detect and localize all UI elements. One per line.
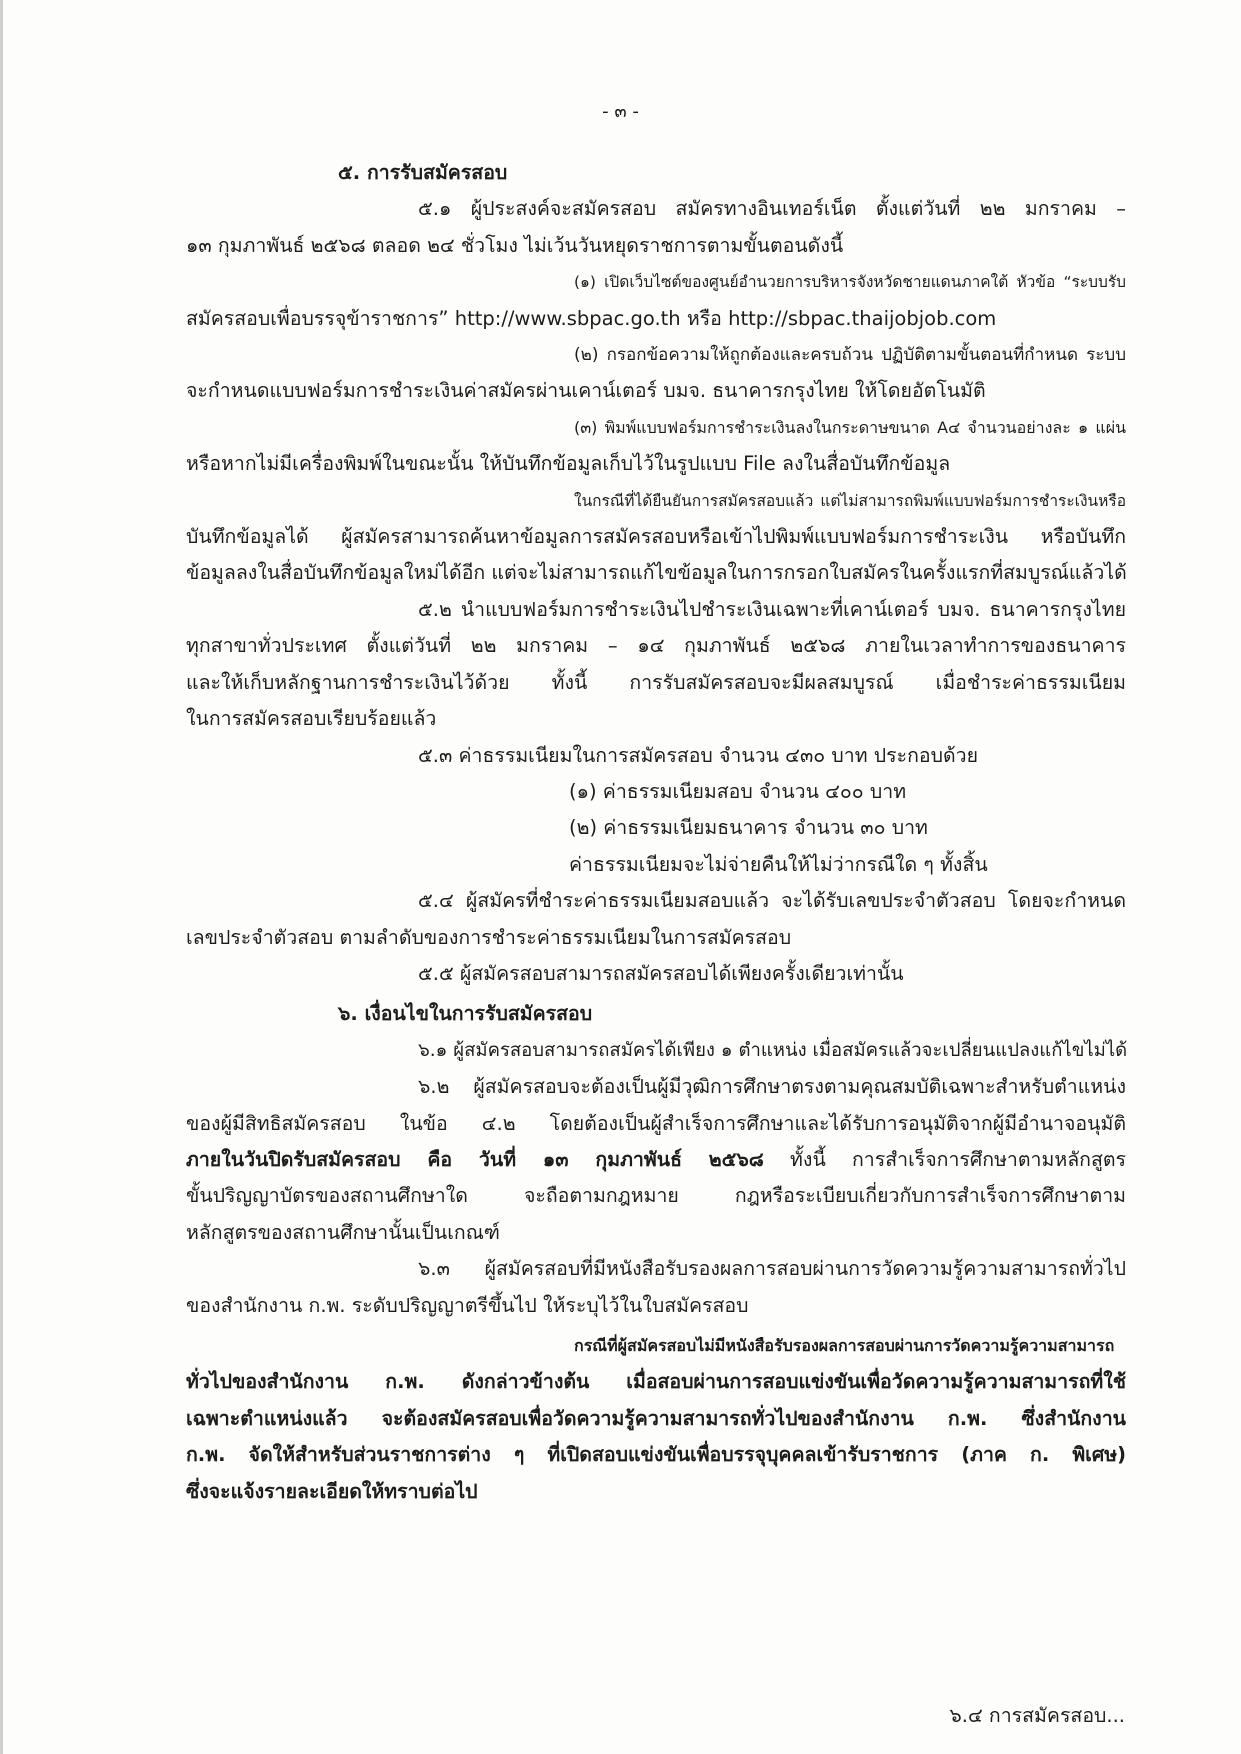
- fee-item-1: (๑) ค่าธรรมเนียมสอบ จำนวน ๔๐๐ บาท: [569, 779, 907, 803]
- case-line-2: บันทึกข้อมูลได้ ผู้สมัครสามารถค้นหาข้อมูลการสมัครสอบหรือเข้าไปพิมพ์แบบฟอร์มการชำระเงิน หรือบันทึก: [186, 525, 1126, 549]
- section-5-heading: ๕. การรับสมัครสอบ: [338, 161, 508, 184]
- para-6-2-line-3: [186, 1142, 1126, 1178]
- bold-para-line-2: ทั่วไปของสำนักงาน ก.พ. ดังกล่าวข้างต้น เมื่อสอบผ่านการสอบแข่งขันเพื่อวัดความรู้ความสามารถที่ใช้: [186, 1370, 1126, 1394]
- para-5-2-line-1: ๕.๒ นำแบบฟอร์มการชำระเงินไปชำระเงินเฉพาะที่เคาน์เตอร์ บมจ. ธนาคารกรุงไทย: [418, 597, 1126, 621]
- para-5-3: ๕.๓ ค่าธรรมเนียมในการสมัครสอบ จำนวน ๔๓๐ บาท ประกอบด้วย: [418, 743, 979, 767]
- item-1-line-1: (๑) เปิดเว็บไซต์ของศูนย์อำนวยการบริหารจังหวัดชายแดนภาคใต้ หัวข้อ “ระบบรับ: [574, 273, 1126, 292]
- page-number: - ๓ -: [602, 101, 639, 122]
- para-5-1-line-2: ๑๓ กุมภาพันธ์ ๒๕๖๘ ตลอด ๒๔ ชั่วโมง ไม่เว้นวันหยุดราชการตามขั้นตอนดังนี้: [186, 233, 844, 257]
- para-5-2-line-3: และให้เก็บหลักฐานการชำระเงินไว้ด้วย ทั้งนี้ การรับสมัครสอบจะมีผลสมบูรณ์ เมื่อชำระค่าธรรมเนียม: [186, 670, 1126, 694]
- continuation-marker: ๖.๔ การสมัครสอบ...: [949, 1704, 1125, 1727]
- para-5-2-line-2: ทุกสาขาทั่วประเทศ ตั้งแต่วันที่ ๒๒ มกราคม – ๑๔ กุมภาพันธ์ ๒๕๖๘ ภายในเวลาทำการของธนาคาร: [186, 634, 1126, 658]
- bold-para-line-1: กรณีที่ผู้สมัครสอบไม่มีหนังสือรับรองผลการสอบผ่านการวัดความรู้ความสามารถ: [574, 1336, 1115, 1355]
- fee-note: ค่าธรรมเนียมจะไม่จ่ายคืนให้ไม่ว่ากรณีใด ๆ ทั้งสิ้น: [569, 852, 988, 876]
- bold-para-line-4: ก.พ. จัดให้สำหรับส่วนราชการต่าง ๆ ที่เปิดสอบแข่งขันเพื่อบรรจุบุคคลเข้ารับราชการ (ภาค ก. พิเศษ): [186, 1443, 1126, 1467]
- section-6-heading: ๖. เงื่อนไขในการรับสมัครสอบ: [338, 1002, 593, 1026]
- item-3-line-1: (๓) พิมพ์แบบฟอร์มการชำระเงินลงในกระดาษขนาด A๔ จำนวนอย่างละ ๑ แผ่น: [574, 417, 1126, 437]
- closing-date-bold: ภายในวันปิดรับสมัครสอบ คือ วันที่ ๑๓ กุมภาพันธ์ ๒๕๖๘: [186, 1147, 764, 1171]
- bold-para-line-5: ซึ่งจะแจ้งรายละเอียดให้ทราบต่อไป: [186, 1479, 478, 1503]
- bold-para-line-3: เฉพาะตำแหน่งแล้ว จะต้องสมัครสอบเพื่อวัดความรู้ความสามารถทั่วไปของสำนักงาน ก.พ. ซึ่งสำนักงาน: [186, 1406, 1126, 1430]
- item-1-line-2: สมัครสอบเพื่อบรรจุข้าราชการ” http://www.sbpac.go.th หรือ http://sbpac.thaijobjob.com: [186, 306, 997, 330]
- item-2-line-1: (๒) กรอกข้อความให้ถูกต้องและครบถ้วน ปฏิบัติตามขั้นตอนที่กำหนด ระบบ: [574, 345, 1126, 366]
- para-5-5: ๕.๕ ผู้สมัครสอบสามารถสมัครสอบได้เพียงครั้งเดียวเท่านั้น: [418, 961, 904, 985]
- para-5-2-line-4: ในการสมัครสอบเรียบร้อยแล้ว: [186, 707, 437, 731]
- case-line-1: ในกรณีที่ได้ยืนยันการสมัครสอบแล้ว แต่ไม่สามารถพิมพ์แบบฟอร์มการชำระเงินหรือ: [574, 491, 1126, 510]
- para-6-2-line-1: ๖.๒ ผู้สมัครสอบจะต้องเป็นผู้มีวุฒิการศึกษาตรงตามคุณสมบัติเฉพาะสำหรับตำแหน่ง: [418, 1075, 1126, 1099]
- para-6-2-line-5: หลักสูตรของสถานศึกษานั้นเป็นเกณฑ์: [186, 1220, 500, 1244]
- para-6-1: ๖.๑ ผู้สมัครสอบสามารถสมัครได้เพียง ๑ ตำแหน่ง เมื่อสมัครแล้วจะเปลี่ยนแปลงแก้ไขไม่ได้: [418, 1039, 1128, 1061]
- para-5-4-line-2: เลขประจำตัวสอบ ตามลำดับของการชำระค่าธรรมเนียมในการสมัครสอบ: [186, 925, 792, 949]
- scan-edge: [0, 0, 3, 1754]
- item-3-line-2: หรือหากไม่มีเครื่องพิมพ์ในขณะนั้น ให้บันทึกข้อมูลเก็บไว้ในรูปแบบ File ลงในสื่อบันทึกข้อมูล: [186, 452, 951, 476]
- case-line-3: ข้อมูลลงในสื่อบันทึกข้อมูลใหม่ได้อีก แต่จะไม่สามารถแก้ไขข้อมูลในการกรอกใบสมัครในครั้งแรกที่สมบูรณ์แล้วได้: [186, 561, 1127, 585]
- fee-item-2: (๒) ค่าธรรมเนียมธนาคาร จำนวน ๓๐ บาท: [569, 816, 928, 840]
- para-6-3-line-2: ของสำนักงาน ก.พ. ระดับปริญญาตรีขึ้นไป ให้ระบุไว้ในใบสมัครสอบ: [186, 1293, 749, 1317]
- para-6-3-line-1: ๖.๓ ผู้สมัครสอบที่มีหนังสือรับรองผลการสอบผ่านการวัดความรู้ความสามารถทั่วไป: [418, 1257, 1126, 1281]
- para-5-1-line-1: ๕.๑ ผู้ประสงค์จะสมัครสอบ สมัครทางอินเทอร์เน็ต ตั้งแต่วันที่ ๒๒ มกราคม –: [418, 197, 1126, 221]
- para-6-2-line-4: ขั้นปริญญาบัตรของสถานศึกษาใด จะถือตามกฎหมาย กฎหรือระเบียบเกี่ยวกับการสำเร็จการศึกษาตาม: [186, 1184, 1126, 1208]
- item-2-line-2: จะกำหนดแบบฟอร์มการชำระเงินค่าสมัครผ่านเคาน์เตอร์ บมจ. ธนาคารกรุงไทย ให้โดยอัตโนมัติ: [186, 379, 986, 403]
- para-6-2-line-3-rest: ทั้งนี้ การสำเร็จการศึกษาตามหลักสูตร: [763, 1147, 1126, 1171]
- para-6-2-line-2: ของผู้มีสิทธิสมัครสอบ ในข้อ ๔.๒ โดยต้องเป็นผู้สำเร็จการศึกษาและได้รับการอนุมัติจากผู้มีอำนาจอนุมัติ: [186, 1111, 1126, 1135]
- para-5-4-line-1: ๕.๔ ผู้สมัครที่ชำระค่าธรรมเนียมสอบแล้ว จะได้รับเลขประจำตัวสอบ โดยจะกำหนด: [418, 889, 1126, 913]
- document-body: [186, 155, 1126, 1510]
